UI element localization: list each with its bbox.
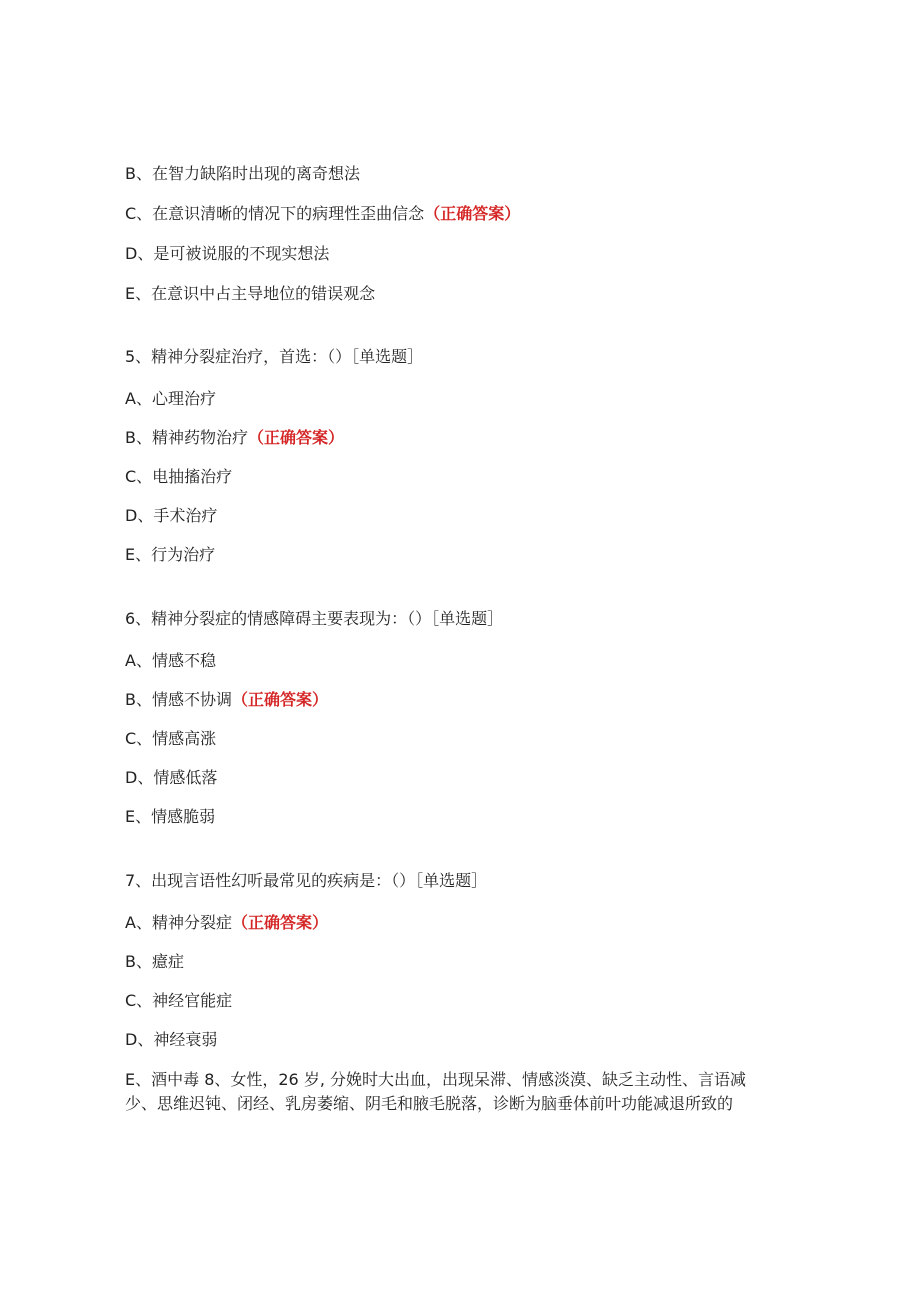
q4-option-e: E、在意识中占主导地位的错误观念 <box>125 284 376 303</box>
q5-question: 5、精神分裂症治疗，首选：（）［单选题］ <box>125 347 424 366</box>
q6-option-a: A、情感不稳 <box>125 651 216 670</box>
q7-option-a: A、精神分裂症（正确答案） <box>125 913 328 932</box>
q7-option-d: D、神经衰弱 <box>125 1030 218 1049</box>
q7-option-e-and-q8-stem: E、酒中毒 8、女性，26 岁, 分娩时大出血，出现呆滞、情感淡漠、缺乏主动性、言语减少、思维迟钝、闭经、乳房萎缩、阴毛和腋毛脱落，诊断为脑垂体前叶功能减退所致的 <box>125 1070 746 1113</box>
q6-option-d: D、情感低落 <box>125 768 218 787</box>
q5-option-a: A、心理治疗 <box>125 389 216 408</box>
q5-option-c: C、电抽搐治疗 <box>125 467 233 486</box>
q6-option-b: B、情感不协调（正确答案） <box>125 690 328 709</box>
q4-option-c: C、在意识清晰的情况下的病理性歪曲信念（正确答案） <box>125 204 521 223</box>
correct-answer-mark: （正确答案） <box>231 913 328 932</box>
q5-option-d: D、手术治疗 <box>125 506 218 525</box>
q6-question: 6、精神分裂症的情感障碍主要表现为：（）［单选题］ <box>125 609 504 628</box>
q7-option-c: C、神经官能症 <box>125 991 233 1010</box>
q4-option-b: B、在智力缺陷时出现的离奇想法 <box>125 164 360 183</box>
correct-answer-mark: （正确答案） <box>247 428 344 447</box>
q6-option-c: C、情感高涨 <box>125 729 217 748</box>
correct-answer-mark: （正确答案） <box>231 690 328 709</box>
q5-option-b: B、精神药物治疗（正确答案） <box>125 428 344 447</box>
correct-answer-mark: （正确答案） <box>424 204 521 223</box>
q7-question: 7、出现言语性幻听最常见的疾病是：（）［单选题］ <box>125 871 488 890</box>
q7-option-b: B、癔症 <box>125 952 184 971</box>
q4-option-d: D、是可被说服的不现实想法 <box>125 244 330 263</box>
q5-option-e: E、行为治疗 <box>125 545 216 564</box>
q6-option-e: E、情感脆弱 <box>125 807 216 826</box>
